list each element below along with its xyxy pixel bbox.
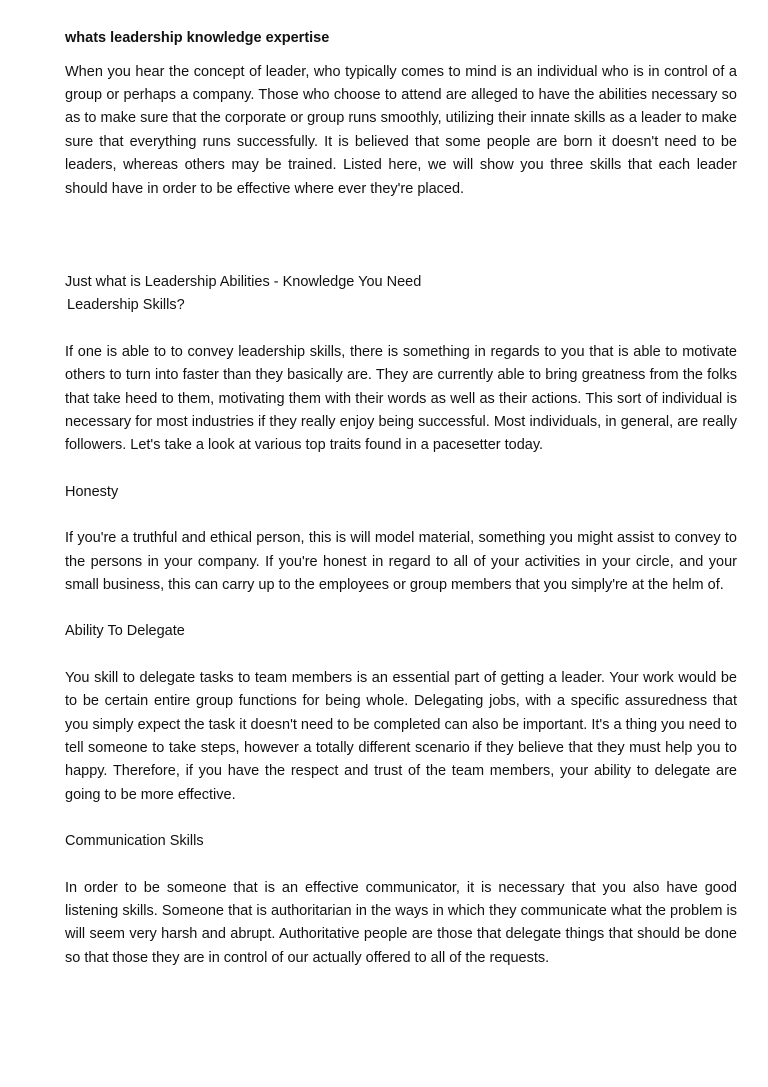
spacer bbox=[65, 807, 737, 830]
communication-heading: Communication Skills bbox=[65, 833, 204, 850]
document-title: whats leadership knowledge expertise bbox=[65, 30, 330, 46]
section-body-paragraph: If one is able to to convey leadership skills, there is something in regards to you that is able to motivate others to turn into faster than they basically are. They are currently able to bring greatness from the folks that take heed to them, motivating them with their words as well as their actions. This sort of individual is necessary for most industries if they really enjoy being successful. Most individuals, in general, are really followers. Let's take a look at various top traits found in a pacesetter today. bbox=[65, 343, 737, 454]
delegate-paragraph: You skill to delegate tasks to team members is an essential part of getting a leader. Your work would be to be certain entire group functions for being whole. Delegating jobs, with a specific assuredness that you simply expect the task it doesn't need to be completed can also be important. It's a thing you need to tell someone to take steps, however a totally different scenario if they believe that they must help you to happy. Therefore, if you have the respect and trust of the team members, your ability to delegate are going to be more effective. bbox=[65, 669, 737, 803]
honesty-paragraph: If you're a truthful and ethical person, this is will model material, something you might assist to convey to the persons in your company. If you're honest in regard to all of your activities in your circle, and your small business, this can carry up to the employees or group members that you simply're at the helm of. bbox=[65, 530, 737, 593]
spacer bbox=[65, 318, 737, 341]
spacer bbox=[65, 504, 737, 527]
delegate-heading: Ability To Delegate bbox=[65, 623, 185, 640]
document-page bbox=[65, 27, 737, 970]
honesty-heading: Honesty bbox=[65, 483, 119, 500]
spacer bbox=[65, 644, 737, 667]
spacer bbox=[65, 458, 737, 481]
spacer bbox=[65, 201, 737, 271]
spacer bbox=[65, 597, 737, 620]
section-heading-line2: Leadership Skills? bbox=[67, 297, 185, 314]
spacer bbox=[65, 854, 737, 877]
intro-paragraph: When you hear the concept of leader, who typically comes to mind is an individual who is in control of a group or perhaps a company. Those who choose to attend are alleged to have the abilities necessary so as to make sure that the corporate or group runs smoothly, utilizing their innate skills as a leader to make sure that everything runs successfully. It is believed that some people are born it doesn't need to be leaders, whereas others may be trained. Listed here, we will show you three skills that each leader should have in order to be effective where ever they're placed. bbox=[65, 63, 737, 197]
communication-paragraph: In order to be someone that is an effective communicator, it is necessary that you also have good listening skills. Someone that is authoritarian in the ways in which they communicate what the problem is will seem very harsh and abrupt. Authoritative people are those that delegate things that should be done so that those they are in control of our actually offered to all of the requests. bbox=[65, 879, 737, 966]
section-heading-line1: Just what is Leadership Abilities - Knowledge You Need bbox=[65, 273, 422, 290]
